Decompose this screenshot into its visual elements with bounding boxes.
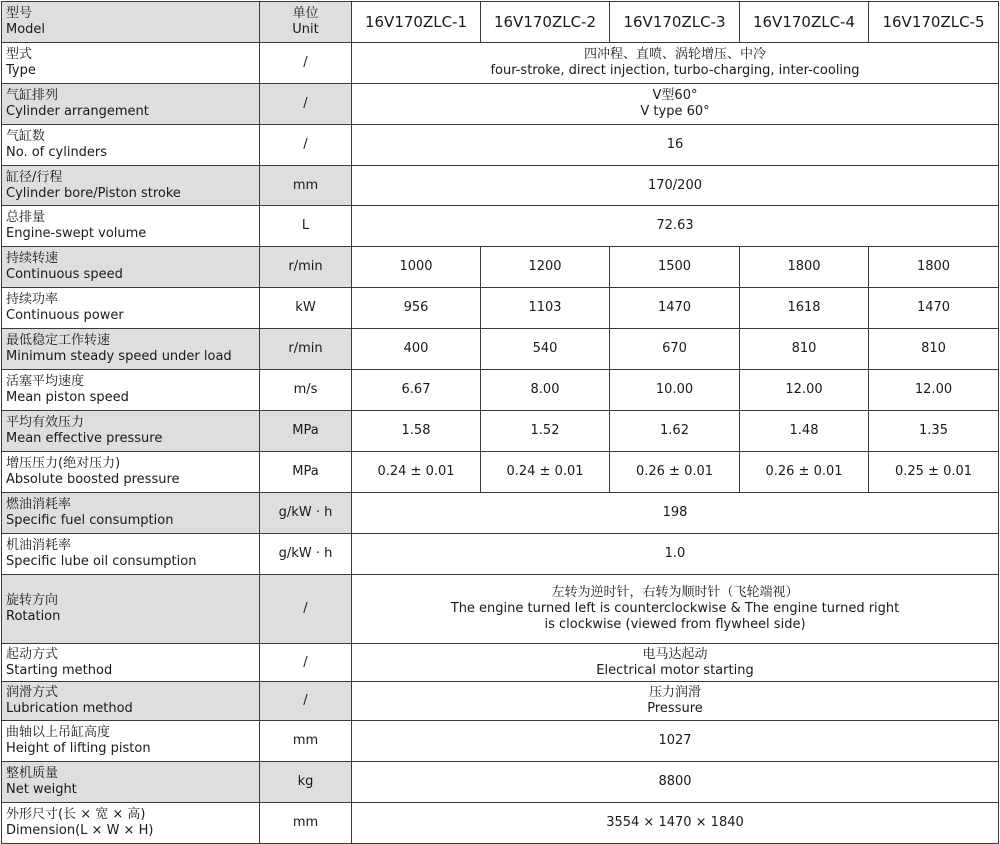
shared-value-line: Electrical motor starting xyxy=(596,662,754,678)
param-name-en: Rotation xyxy=(6,609,61,624)
param-name-en: Mean effective pressure xyxy=(6,431,163,446)
value-cell: 1800 xyxy=(740,247,869,288)
shared-value-cell xyxy=(352,803,999,844)
shared-value-cell xyxy=(352,575,999,644)
shared-value-line: 3554 × 1470 × 1840 xyxy=(606,815,744,830)
param-unit: / xyxy=(260,644,352,682)
param-name-zh: 起动方式 xyxy=(6,646,59,662)
param-name-en: Cylinder bore/Piston stroke xyxy=(6,185,181,201)
value-cell: 400 xyxy=(352,329,481,370)
shared-value-line: 电马达起动 xyxy=(642,646,708,662)
param-unit: r/min xyxy=(260,329,352,370)
value-cell: 12.00 xyxy=(740,370,869,411)
value-cell: 1500 xyxy=(610,247,740,288)
param-label-cell xyxy=(2,411,260,452)
value-cell: 1103 xyxy=(481,288,610,329)
shared-value-cell xyxy=(352,682,999,721)
param-unit: g/kW · h xyxy=(260,493,352,534)
param-unit: / xyxy=(260,575,352,644)
param-name-zh: 燃油消耗率 xyxy=(6,497,72,512)
value-cell: 8.00 xyxy=(481,370,610,411)
param-name-zh: 整机质量 xyxy=(6,766,59,781)
param-name-en: Type xyxy=(6,63,36,78)
spec-row xyxy=(2,370,999,411)
param-label-cell xyxy=(2,247,260,288)
param-unit: mm xyxy=(260,803,352,844)
shared-value-line: 72.63 xyxy=(656,218,694,233)
value-cell: 1618 xyxy=(740,288,869,329)
shared-value-line: 16 xyxy=(666,137,684,152)
param-label-cell xyxy=(2,493,260,534)
param-name-en: Specific lube oil consumption xyxy=(6,554,197,569)
header-unit-zh: 单位 xyxy=(292,6,319,21)
param-label-cell xyxy=(2,288,260,329)
shared-value-cell xyxy=(352,43,999,84)
value-cell: 1000 xyxy=(352,247,481,288)
param-name-zh: 持续转速 xyxy=(6,251,59,266)
value-cell: 1.35 xyxy=(869,411,999,452)
param-unit: / xyxy=(260,43,352,84)
param-unit: / xyxy=(260,682,352,721)
shared-value-line: Pressure xyxy=(647,701,703,716)
spec-row xyxy=(2,329,999,370)
shared-value-cell xyxy=(352,125,999,166)
param-name-en: Starting method xyxy=(6,662,113,678)
spec-row xyxy=(2,452,999,493)
spec-table-body xyxy=(2,2,999,844)
shared-value-cell xyxy=(352,762,999,803)
value-cell: 0.24 ± 0.01 xyxy=(481,452,610,493)
param-unit: MPa xyxy=(260,452,352,493)
model-name: 16V170ZLC-3 xyxy=(610,2,740,43)
param-name-zh: 平均有效压力 xyxy=(6,415,85,430)
param-name-en: Specific fuel consumption xyxy=(6,513,174,528)
param-label-cell xyxy=(2,682,260,721)
header-unit-cell xyxy=(260,2,352,43)
param-name-zh: 旋转方向 xyxy=(6,593,59,608)
shared-value-line: four-stroke, direct injection, turbo-charging, inter-cooling xyxy=(490,63,860,78)
param-name-en: Dimension(L × W × H) xyxy=(6,823,154,838)
shared-value-cell xyxy=(352,644,999,682)
engine-spec-table xyxy=(1,1,999,844)
param-name-en: Mean piston speed xyxy=(6,390,129,405)
param-name-zh: 气缸排列 xyxy=(6,88,59,103)
model-name: 16V170ZLC-1 xyxy=(352,2,481,43)
spec-row xyxy=(2,762,999,803)
shared-value-cell xyxy=(352,166,999,206)
param-unit: L xyxy=(260,206,352,247)
param-label-cell xyxy=(2,166,260,206)
value-cell: 670 xyxy=(610,329,740,370)
value-cell: 1470 xyxy=(869,288,999,329)
param-label-cell xyxy=(2,84,260,125)
header-unit-en: Unit xyxy=(292,22,319,37)
model-name: 16V170ZLC-5 xyxy=(869,2,999,43)
param-name-en: Absolute boosted pressure xyxy=(6,472,180,487)
value-cell: 1.48 xyxy=(740,411,869,452)
param-name-zh: 活塞平均速度 xyxy=(6,374,85,389)
value-cell: 6.67 xyxy=(352,370,481,411)
param-name-en: Net weight xyxy=(6,782,77,797)
param-name-zh: 曲轴以上吊缸高度 xyxy=(6,725,111,740)
shared-value-line: V type 60° xyxy=(640,104,710,119)
value-cell: 956 xyxy=(352,288,481,329)
value-cell: 0.25 ± 0.01 xyxy=(869,452,999,493)
value-cell: 1.58 xyxy=(352,411,481,452)
param-name-en: Continuous speed xyxy=(6,267,123,282)
value-cell: 1200 xyxy=(481,247,610,288)
shared-value-cell xyxy=(352,721,999,762)
shared-value-line: The engine turned left is counterclockwise & The engine turned right xyxy=(450,601,900,616)
value-cell: 10.00 xyxy=(610,370,740,411)
param-name-zh: 气缸数 xyxy=(6,129,46,144)
param-label-cell xyxy=(2,762,260,803)
shared-value-line: 8800 xyxy=(658,774,692,789)
spec-row xyxy=(2,534,999,575)
spec-row xyxy=(2,288,999,329)
spec-row xyxy=(2,803,999,844)
param-unit: kg xyxy=(260,762,352,803)
value-cell: 1.62 xyxy=(610,411,740,452)
value-cell: 1.52 xyxy=(481,411,610,452)
value-cell: 540 xyxy=(481,329,610,370)
spec-row xyxy=(2,206,999,247)
param-name-en: Continuous power xyxy=(6,308,124,323)
shared-value-line: is clockwise (viewed from flywheel side) xyxy=(544,617,806,632)
param-unit: / xyxy=(260,84,352,125)
spec-row xyxy=(2,575,999,644)
shared-value-cell xyxy=(352,493,999,534)
spec-row xyxy=(2,411,999,452)
param-name-zh: 机油消耗率 xyxy=(6,538,72,553)
shared-value-line: V型60° xyxy=(652,88,698,103)
param-label-cell xyxy=(2,803,260,844)
param-label-cell xyxy=(2,644,260,682)
model-name: 16V170ZLC-4 xyxy=(740,2,869,43)
shared-value-cell xyxy=(352,534,999,575)
param-name-zh: 润滑方式 xyxy=(6,685,59,700)
spec-row xyxy=(2,644,999,682)
param-label-cell xyxy=(2,125,260,166)
value-cell: 0.24 ± 0.01 xyxy=(352,452,481,493)
param-unit: g/kW · h xyxy=(260,534,352,575)
param-label-cell xyxy=(2,329,260,370)
param-unit: r/min xyxy=(260,247,352,288)
param-name-zh: 增压压力(绝对压力) xyxy=(6,456,121,471)
shared-value-line: 170/200 xyxy=(647,177,702,193)
shared-value-cell xyxy=(352,206,999,247)
param-name-en: Height of lifting piston xyxy=(6,741,151,756)
shared-value-line: 198 xyxy=(662,505,688,520)
param-unit: m/s xyxy=(260,370,352,411)
shared-value-line: 四冲程、直喷、涡轮增压、中冷 xyxy=(583,47,766,62)
param-label-cell xyxy=(2,452,260,493)
spec-row xyxy=(2,493,999,534)
param-name-en: Engine-swept volume xyxy=(6,226,147,241)
value-cell: 0.26 ± 0.01 xyxy=(610,452,740,493)
param-unit: mm xyxy=(260,721,352,762)
value-cell: 810 xyxy=(869,329,999,370)
value-cell: 0.26 ± 0.01 xyxy=(740,452,869,493)
shared-value-line: 压力润滑 xyxy=(648,685,701,700)
shared-value-line: 1.0 xyxy=(664,546,686,561)
param-name-zh: 最低稳定工作转速 xyxy=(6,333,111,348)
param-label-cell xyxy=(2,721,260,762)
spec-row xyxy=(2,166,999,206)
param-name-zh: 型式 xyxy=(6,47,33,62)
header-label-en: Model xyxy=(6,22,46,37)
header-row xyxy=(2,2,999,43)
spec-row xyxy=(2,721,999,762)
model-name: 16V170ZLC-2 xyxy=(481,2,610,43)
value-cell: 1800 xyxy=(869,247,999,288)
header-label-zh: 型号 xyxy=(6,6,33,21)
spec-row xyxy=(2,682,999,721)
spec-row xyxy=(2,247,999,288)
shared-value-line: 左转为逆时针，右转为顺时针（飞轮端视） xyxy=(551,585,799,600)
param-name-zh: 外形尺寸(长 × 宽 × 高) xyxy=(6,807,146,822)
spec-row xyxy=(2,84,999,125)
param-name-en: Minimum steady speed under load xyxy=(6,349,232,364)
shared-value-cell xyxy=(352,84,999,125)
spec-row xyxy=(2,43,999,84)
param-name-zh: 总排量 xyxy=(6,210,46,225)
param-name-en: No. of cylinders xyxy=(6,145,108,160)
param-label-cell xyxy=(2,43,260,84)
param-unit: kW xyxy=(260,288,352,329)
param-unit: / xyxy=(260,125,352,166)
param-name-en: Cylinder arrangement xyxy=(6,104,149,119)
param-name-zh: 持续功率 xyxy=(6,292,59,307)
param-label-cell xyxy=(2,206,260,247)
param-label-cell xyxy=(2,370,260,411)
header-label-cell xyxy=(2,2,260,43)
param-unit: mm xyxy=(260,166,352,206)
value-cell: 1470 xyxy=(610,288,740,329)
value-cell: 12.00 xyxy=(869,370,999,411)
param-name-en: Lubrication method xyxy=(6,701,133,716)
param-label-cell xyxy=(2,575,260,644)
param-name-zh: 缸径/行程 xyxy=(6,169,63,185)
param-label-cell xyxy=(2,534,260,575)
spec-row xyxy=(2,125,999,166)
shared-value-line: 1027 xyxy=(658,733,692,748)
param-unit: MPa xyxy=(260,411,352,452)
value-cell: 810 xyxy=(740,329,869,370)
